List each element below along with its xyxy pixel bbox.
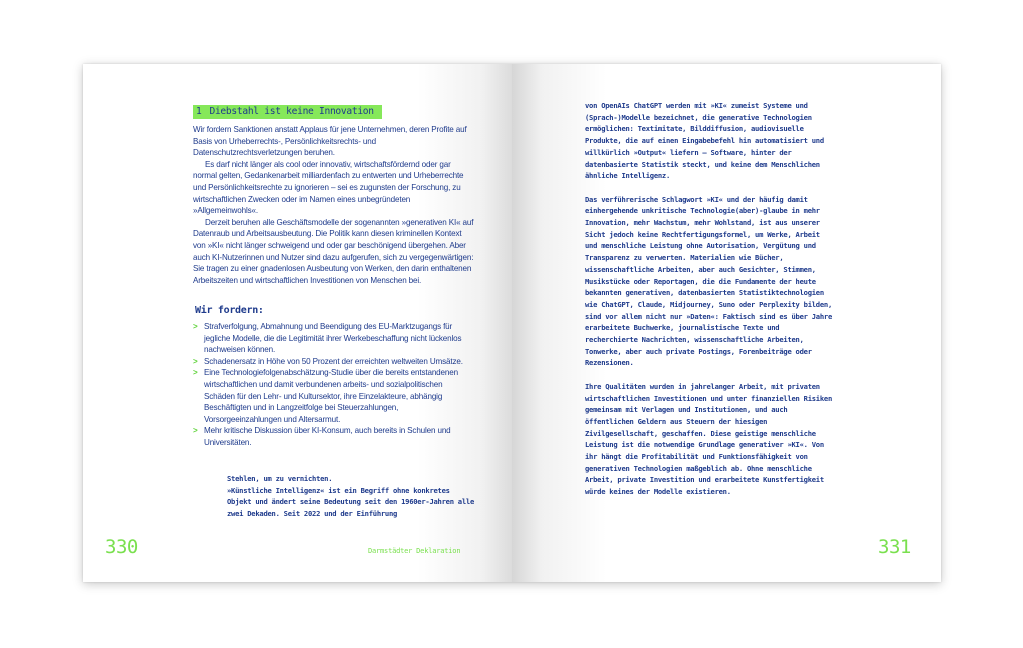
essay-title: Stehlen, um zu vernichten.	[227, 474, 333, 483]
demand-text: Mehr kritische Diskussion über KI-Konsum, auch bereits in Schulen und Universitäten.	[204, 426, 451, 447]
essay-continuation	[585, 100, 835, 510]
list-item	[193, 356, 475, 368]
page-number-right: 331	[878, 536, 911, 558]
bullet-arrow-icon: >	[193, 322, 198, 331]
intro-paragraph: Es darf nicht länger als cool oder innovativ, wirtschaftsfördernd oder gar normal gelten, Gedankenarbeit milliardenfach zu entwerten und Urheberrechte und Persönlichkeitsrechte zu ignorieren – sei es zugunsten der Forschung, zu wirtschaftlichen Zwecken oder im Namen eines unbegründeten »Allgemeinwohls«.	[193, 159, 464, 216]
section-number: 1	[196, 106, 202, 117]
demand-text: Eine Technologiefolgenabschätzung-Studie über die bereits entstandenen wirtschaftlichen und damit verbundenen arbeits- und sozialpolitischen Schäden für den Lehr- und Kultursektor, ihre Einzelakteure, abhängig Beschäftigten und in Langzeitfolge bei Steuerzahlungen, Vorsorgeeinzahlungen und Altersarmut.	[204, 368, 458, 424]
section-title: Diebstahl ist keine Innovation	[209, 106, 374, 117]
bullet-arrow-icon: >	[193, 356, 198, 366]
page-number-left: 330	[105, 536, 138, 558]
essay-paragraph: Ihre Qualitäten wurden in jahrelanger Arbeit, mit privaten wirtschaftlichen Investitionen und unter finanziellen Risiken gemeinsam mit Verlagen und Institutionen, und auch öffentlichen Geldern aus Steuern der hiesigen Zivilgesellschaft, geschaffen. Diese geistige menschliche Leistung ist die notwendige Grundlage generativer »KI«. Von ihr hängt die Profitabilität und Funktionsfähigkeit von generativen Technologien maßgeblich ab. Ohne menschliche Arbeit, private Investition und erarbeitete Kunstfertigkeit würde keines der Modelle existieren.	[585, 381, 832, 497]
list-item	[193, 425, 475, 448]
left-page	[83, 64, 512, 582]
demands-title: Wir fordern:	[195, 305, 264, 316]
essay-paragraph: von OpenAIs ChatGPT werden mit »KI« zumeist Systeme und (Sprach-)Modelle bezeichnet, die generative Technologien ermöglichen: Textimitate, Bilddiffusion, audiovisuelle Produkte, die auf einen Eingabebefehl hin automatisiert und willkürlich »Output« liefern – Software, hinter der datenbasierte Statistik steckt, und keine dem Menschlichen ähnliche Intelligenz.	[585, 101, 824, 181]
right-page	[512, 64, 941, 582]
essay-start	[227, 473, 475, 520]
list-item	[193, 321, 475, 356]
intro-paragraph: Derzeit beruhen alle Geschäftsmodelle der sogenannten »generativen KI« auf Datenraub und Arbeitsausbeutung. Die Politik kann diesen kriminellen Kontext von »KI« nicht länger schweigend und oder gar beschönigend übergehen. Aber auch KI-Nutzerinnen und Nutzer sind dazu aufgerufen, sich zu vergegenwärtigen: Sie tragen zu einer gnadenlosen Ausbeutung von Werken, den darin enthaltenen Arbeitszeiten und wirtschaftlichen Investitionen von Menschen bei.	[193, 217, 474, 285]
essay-paragraph: »Künstliche Intelligenz« ist ein Begriff ohne konkretes Objekt und ändert seine Bedeutung seit den 1960er-Jahren alle zwei Dekaden. Seit 2022 und der Einführung	[227, 485, 474, 519]
demand-text: Strafverfolgung, Abmahnung und Beendigung des EU-Marktzugangs für jegliche Modelle, die die Legitimität ihrer Werkebeschaffung nicht lückenlos nachweisen können.	[204, 322, 462, 355]
intro-paragraph: Wir fordern Sanktionen anstatt Applaus für jene Unternehmen, deren Profite auf Basis von Urheberrechts-, Persönlichkeitsrechts- und Datenschutzrechtsverletzungen beruhen.	[193, 125, 467, 158]
running-title: Darmstädter Deklaration	[368, 547, 461, 555]
bullet-arrow-icon: >	[193, 426, 198, 436]
demand-text: Schadenersatz in Höhe von 50 Prozent der erreichten weltweiten Umsätze.	[204, 356, 463, 366]
essay-paragraph: Das verführerische Schlagwort »KI« und der häufig damit einhergehende unkritische Technologie(aber)-glaube in mehr Innovation, mehr Wachstum, mehr Wohlstand, ist aus unserer Sicht jedoch keine Rechtfertigungsformel, um Werke, Arbeit und menschliche Leistung ohne Autorisation, Vergütung und Transparenz zu verwerten. Materialien wie Bücher, wissenschaftliche Arbeiten, aber auch Gesichter, Stimmen, Musikstücke oder Reportagen, die die Fundamente der heute bekannten generativen, datenbasierten Statistiktechnologien wie ChatGPT, Claude, Midjourney, Suno oder Perplexity bilden, sind vor allem nicht nur »Daten«: Faktisch sind es über Jahre erarbeitete Buchwerke, journalistische Texte und recherchierte Nachrichten, wissenschaftliche Arbeiten, Tonwerke, aber auch private Postings, Forenbeiträge oder Rezensionen.	[585, 194, 832, 368]
demands-list	[193, 321, 475, 449]
bullet-arrow-icon: >	[193, 368, 198, 378]
section-heading	[193, 105, 382, 119]
list-item	[193, 367, 475, 425]
open-book	[83, 64, 941, 582]
intro-text	[193, 124, 475, 286]
